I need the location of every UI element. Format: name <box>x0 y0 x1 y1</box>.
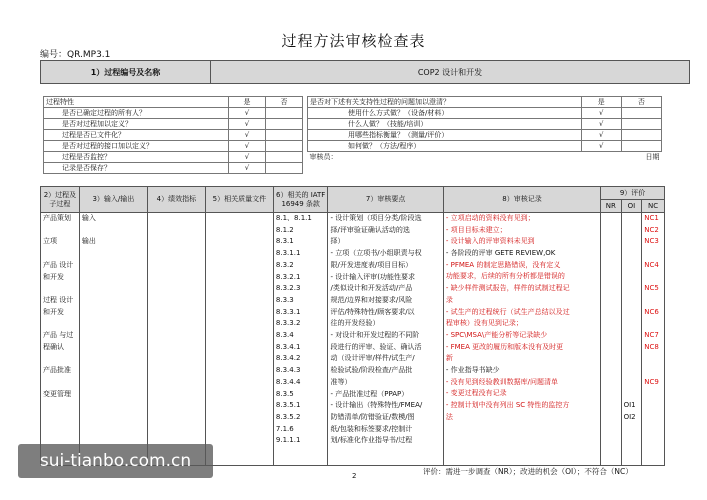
document-code: 编号：QR.MP3.1 <box>40 50 111 60</box>
header-nc: NC <box>642 200 665 213</box>
date-label: 日期 <box>645 152 660 161</box>
nc-item <box>644 353 662 365</box>
left-question: 过程是否监控？ <box>44 152 229 163</box>
left-no-mark <box>266 130 303 141</box>
right-checklist-head: 是否对下述有关支持性过程的问题加以澄清？ <box>308 97 582 108</box>
watermark: sui-tianbo.com.cn <box>18 444 213 478</box>
audit-record-line: - 项目目标未建立； <box>445 225 507 234</box>
left-yes-mark: √ <box>229 130 266 141</box>
left-yes-mark: √ <box>229 108 266 119</box>
right-question: 什么人做？（技能/培训） <box>308 119 582 130</box>
right-checklist <box>307 96 662 162</box>
right-yes-head: 是 <box>581 97 621 108</box>
process-list: 产品策划 立项 产品 设计 和开发 过程 设计 和开发 产品 与过 程确认 产品批准 变更管理 <box>41 213 80 466</box>
kpi-cell <box>147 213 205 466</box>
quality-docs-cell <box>205 213 273 466</box>
left-question: 是否对过程的接口加以定义？ <box>44 141 229 152</box>
left-question: 是否已确定过程的所有人？ <box>44 108 229 119</box>
nc-item: NC3 <box>644 237 659 246</box>
left-no-mark <box>266 141 303 152</box>
nc-item <box>644 365 662 377</box>
nc-item: NC9 <box>644 377 659 386</box>
header-audit-points: 7）审核要点 <box>328 187 443 213</box>
right-question: 如何做？（方法/程序） <box>308 141 582 152</box>
nc-item <box>644 271 662 283</box>
page-number: 2 <box>352 472 357 480</box>
process-header-table <box>40 60 690 84</box>
header-kpi: 4）绩效指标 <box>147 187 205 213</box>
audit-record-line: - 缺少样件测试报告，样件的试制过程记 <box>445 284 570 293</box>
nc-item: NC5 <box>644 284 659 293</box>
left-yes-mark: √ <box>229 152 266 163</box>
left-question: 是否对过程加以定义？ <box>44 119 229 130</box>
left-no-mark <box>266 163 303 174</box>
oi-list: OI1 OI2 <box>621 213 642 466</box>
audit-record-line: - SPC\MSA\产能分析等记录缺少 <box>445 330 548 339</box>
audit-main-table <box>40 186 665 466</box>
audit-record-line: - 试生产的过程统行（试生产总结以及过 <box>445 307 570 316</box>
right-yes-mark: √ <box>581 130 621 141</box>
process-label: 1）过程编号及名称 <box>41 61 211 84</box>
left-yes-mark: √ <box>229 163 266 174</box>
audit-record-line: - 控制计划中没有列出 SC 特性的监控方 <box>445 401 570 409</box>
nc-list <box>642 213 665 466</box>
left-yes-mark: √ <box>229 141 266 152</box>
audit-record-line: - 设计输入的评审资料未见到 <box>445 237 535 246</box>
right-no-mark <box>621 141 661 152</box>
nc-item: NC7 <box>644 330 659 339</box>
left-no-head: 否 <box>266 97 303 108</box>
right-yes-mark: √ <box>581 119 621 130</box>
audit-record-line: 录 <box>445 295 453 304</box>
audit-record-line: - 没有见到经验教训数据库/问题清单 <box>445 377 558 386</box>
right-no-mark <box>621 130 661 141</box>
audit-record-line: - 变更过程没有记录 <box>445 389 507 398</box>
audit-record-line: - 作业指导书缺少 <box>445 365 500 374</box>
audit-record-line: - FMEA 更改的履历和版本没有及时更 <box>445 342 564 351</box>
header-iatf-clause: 6）相关的 IATF 16949 条款 <box>273 187 328 213</box>
audit-record-line: - 立项启动的资料没有见到； <box>445 214 535 222</box>
nc-item: NC1 <box>644 214 659 222</box>
iatf-clause-list: 8.1、8.1.1 8.1.2 8.3.1 8.3.1.1 8.3.2 8.3.2.1 8.3.2.3 8.3.3 8.3.3.1 8.3.3.2 8.3.4 8.3.4.1 8.3.4.2 8.3.4.3 8.3.4.4 8.3.5 8.3.5.1 8.3.5.2 7.1.6 9.1.1.1 <box>273 213 328 466</box>
left-no-mark <box>266 152 303 163</box>
nc-item: NC8 <box>644 342 659 351</box>
left-no-mark <box>266 108 303 119</box>
nc-item <box>644 295 662 307</box>
left-yes-head: 是 <box>229 97 266 108</box>
header-process: 2）过程及子过程 <box>41 187 80 213</box>
header-nr: NR <box>601 200 621 213</box>
audit-record-line: - 各阶段的评审 GETE REVIEW,OK <box>445 249 556 258</box>
header-oi: OI <box>621 200 642 213</box>
nc-item: NC4 <box>644 260 659 269</box>
left-yes-mark: √ <box>229 119 266 130</box>
right-yes-mark: √ <box>581 108 621 119</box>
left-question: 过程是否已文件化？ <box>44 130 229 141</box>
header-audit-records: 8）审核记录 <box>443 187 600 213</box>
audit-record-line: 功能要求，后续的所有分析都是错误的 <box>445 272 565 281</box>
nc-item: NC2 <box>644 225 659 234</box>
evaluation-legend: 评价：需进一步调查（NR）；改进的机会（OI）；不符合（NC） <box>423 467 633 476</box>
process-value: COP2 设计和开发 <box>211 61 690 84</box>
page-title: 过程方法审核检查表 <box>281 32 426 50</box>
right-no-head: 否 <box>621 97 661 108</box>
header-quality-docs: 5）相关质量文件 <box>205 187 273 213</box>
right-question: 使用什么方式做？（设备/材料） <box>308 108 582 119</box>
nc-item <box>644 318 662 330</box>
right-question: 用哪些指标衡量？（测量/评价） <box>308 130 582 141</box>
nr-cell <box>601 213 621 466</box>
right-no-mark <box>621 119 661 130</box>
left-checklist <box>43 96 303 174</box>
left-checklist-head: 过程特性 <box>44 97 229 108</box>
audit-record-line: - PFMEA 的制定思路错误，没有定义 <box>445 260 561 269</box>
left-no-mark <box>266 119 303 130</box>
audit-points-list: - 设计策划（项目分类/阶段选 择/评审验证确认活动的选 择） - 立项（立项书/小组职责与权 限/开发进度表/项目目标） - 设计输入评审(功能性要求 /类似设计和开发活动/产品 规范/边界和对接要求/风险 评估/特殊特性/顾客要求/以 往的开发经验） - 对设计和开发过程的不同阶 段进行的评审、验证、确认活 动（设计评审/样件/试生产/ 检验试验/阶段检查/产品批 准等） - 产品批准过程（PPAP） - 设计输出（特殊特性/FMEA/ 防错清单/防错验证/数模/图 纸/包装和标签要求/控制计 划/标准化作业指导书/过程 <box>328 213 443 466</box>
audit-record-line: 新 <box>445 354 453 363</box>
audit-records-list <box>443 213 600 466</box>
nc-item: NC6 <box>644 307 659 316</box>
auditor-label: 审核员： <box>309 152 338 161</box>
audit-record-line: 法 <box>445 412 453 421</box>
nc-item <box>644 248 662 260</box>
right-no-mark <box>621 108 661 119</box>
right-yes-mark: √ <box>581 141 621 152</box>
header-input-output: 3）输入/输出 <box>79 187 147 213</box>
left-question: 记录是否保存？ <box>44 163 229 174</box>
audit-record-line: 程审核）没有见到记录； <box>445 319 523 328</box>
header-evaluation: 9）评价 <box>601 187 665 200</box>
input-output-list: 输入 输出 <box>79 213 147 466</box>
